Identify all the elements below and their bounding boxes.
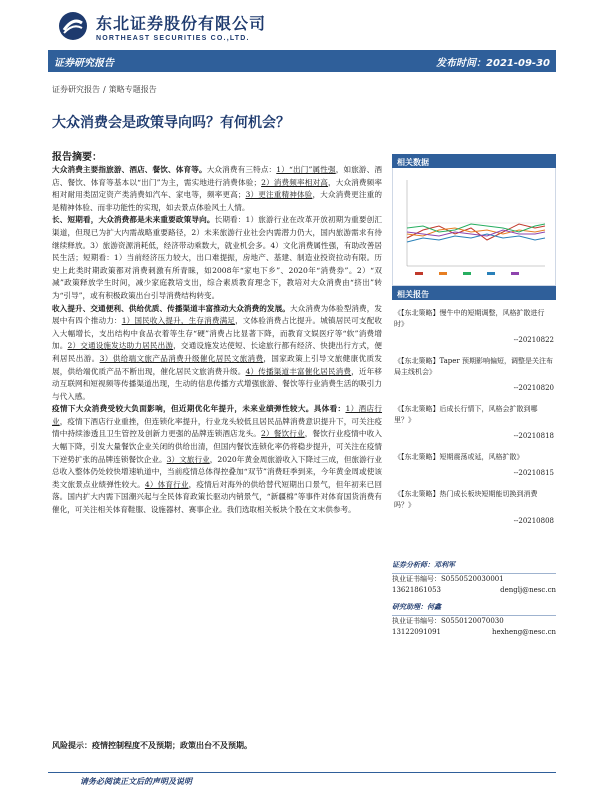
underlined-point: 1）“出门”属性强 bbox=[276, 165, 336, 174]
text-run: 大众消费有三特点： bbox=[206, 165, 277, 174]
cert-number: S0550120070030 bbox=[441, 617, 504, 625]
underlined-point: 2）餐饮行业 bbox=[261, 429, 305, 439]
text-run: ，大众消费更注重的是精神体验、而非功能性的实现，如去景点体验风土人情。 bbox=[52, 190, 382, 212]
chart-legend-swatch bbox=[439, 272, 447, 275]
underlined-point: 3）更注重精神体验 bbox=[245, 190, 313, 200]
analyst-email[interactable]: hexheng@nesc.cn bbox=[491, 628, 556, 636]
underlined-point: 4）传播渠道丰富催化居民消费 bbox=[245, 366, 352, 376]
text-run: ，疫情下酒店行业重挫，但连锁化率提升，行业龙头较低且居民品牌消费意识提升下，可关注疫情中持续渗透且卫生管控及创新力更强的品牌连锁酒店龙头。 bbox=[52, 416, 383, 439]
brand-logo bbox=[58, 10, 266, 42]
text-run: ，2020年黄金周旅游收入下降过三成，但旅游行业总收入整体仍处较快增速轨道中，当前疫情总体得控叠加“双节”消费旺季到来，今年黄金周或使该类文旅景点业绩弹性较大。 bbox=[52, 454, 382, 489]
related-data-heading: 相关数据 bbox=[392, 154, 556, 168]
analyst-phone: 13621861053 bbox=[392, 586, 441, 594]
breadcrumb-separator: / bbox=[103, 85, 106, 94]
analyst-info bbox=[392, 560, 556, 638]
analyst-phone: 13122091091 bbox=[392, 628, 441, 636]
analyst-email[interactable]: denglj@nesc.cn bbox=[500, 586, 556, 594]
report-title[interactable]: 《【东北策略】慢牛中的短期调整，风格扩散进行时》 bbox=[394, 309, 545, 328]
risk-text: 疫情控制程度不及预期；政策出台不及预期。 bbox=[92, 741, 252, 750]
paragraph-lead: 收入提升、交通便利、供给优质、传播渠道丰富推动大众消费的发展。 bbox=[52, 303, 290, 313]
chart-legend-swatch bbox=[415, 272, 423, 275]
risk-warning bbox=[52, 740, 252, 751]
cert-label: 执业证书编号： bbox=[392, 617, 441, 625]
related-reports-heading: 相关报告 bbox=[392, 286, 556, 300]
report-title[interactable]: 《【东北策略】Taper 预期影响偏短，调整是关注布局主线机会》 bbox=[394, 357, 553, 376]
text-run: 大众消费为体验型消费，发展中有四个推动力： bbox=[52, 303, 383, 326]
report-header-bar bbox=[48, 50, 556, 72]
cert-label: 执业证书编号： bbox=[392, 575, 441, 583]
underlined-point: 1）国民收入提升，生存消费满足 bbox=[121, 316, 236, 326]
analyst-name-line bbox=[392, 560, 556, 571]
report-category: 证券研究报告 bbox=[54, 57, 114, 69]
text-run: ，疫情后对海外的供给替代短期出口景气，但年初来已回落。国内扩大内需下国潮兴起与全民体育政策长驱动内销景气，“新疆棉”等事件对体育国货消费有催化，可关注相关体育鞋服、设施器材、赛事企业。我们选取相关板块个股在文末供参考。 bbox=[52, 479, 383, 515]
related-report-item[interactable] bbox=[392, 452, 556, 479]
underlined-point: 4）体育行业 bbox=[144, 479, 189, 489]
cert-number: S0550520030001 bbox=[441, 575, 504, 583]
report-date: --20210808 bbox=[513, 517, 554, 525]
footer-disclaimer: 请务必阅读正文后的声明及说明 bbox=[80, 777, 192, 786]
chart-svg bbox=[393, 168, 555, 284]
report-date: --20210815 bbox=[513, 469, 554, 477]
paragraph-1 bbox=[52, 164, 382, 214]
breadcrumb bbox=[52, 84, 157, 95]
brand-name-cn: 东北证券股份有限公司 bbox=[96, 13, 267, 33]
related-data-panel bbox=[392, 154, 556, 286]
related-data-chart bbox=[392, 168, 556, 286]
analyst-cert bbox=[392, 616, 556, 627]
brand-name-en: NORTHEAST SECURITIES CO.,LTD. bbox=[96, 34, 250, 42]
underlined-point: 2）消费频率相对高 bbox=[261, 177, 328, 187]
paragraph-lead: 长、短期看，大众消费都是未来重要政策导向。 bbox=[52, 215, 215, 225]
text-run: ，如旅游、酒店、餐饮、体育等基本以“出门”为主，需实地进行消费体验； bbox=[52, 165, 382, 187]
underlined-point: 3）文旅行业 bbox=[166, 454, 210, 464]
paragraph-lead: 大众消费主要指旅游、酒店、餐饮、体育等。 bbox=[52, 165, 207, 174]
report-date: --20210818 bbox=[513, 432, 554, 440]
paragraph-2 bbox=[52, 214, 382, 302]
chart-legend-swatch bbox=[463, 272, 471, 275]
report-title[interactable]: 《【东北策略】热门成长板块短期能切换到消费吗？》 bbox=[394, 490, 538, 509]
related-reports-panel bbox=[392, 286, 556, 537]
report-title[interactable]: 《【东北策略】短期震荡或延，风格扩散》 bbox=[394, 453, 524, 461]
chart-legend-swatch bbox=[487, 272, 495, 275]
analyst-name: 邓利军 bbox=[434, 561, 455, 569]
analyst-role: 证券分析师： bbox=[392, 561, 434, 569]
text-run: ，交通设施发达使短、长途旅行都有经济、快捷出行方式，便利居民出游。 bbox=[52, 341, 382, 363]
text-run: ，国家政策上引导文旅健康优质发展，供给端优质产品不断出现，催化居民文旅消费升级。 bbox=[52, 353, 382, 376]
summary-heading: 报告摘要： bbox=[52, 152, 102, 163]
text-run: 长期看：1）旅游行业在改革开放初期为重要创汇渠道，但现已为扩大内需战略重要路径，2）未来旅游行业社会内需潜力仍大，国内旅游需求有待继续释放。3）旅游资源消耗低，经济带动乘数大，就业机会多。4）文化消费属性强，有助改善居民生活；短期看：1）当前经济压力较大，出口难提振，房地产、基建、制造业投资拉动有限。历史上此类时期政策都对消费刺激有所青睐，如2008年“家电下乡”、2020年“消费券”。2）“双减”政策释放学生时间，减少家庭教培支出，综合素质教育理念下，教培对大众消费由“挤出”转为“引导”，或有积极政策出台引导消费结构转变。 bbox=[52, 215, 382, 300]
analyst-name: 何鑫 bbox=[427, 603, 441, 611]
summary-body bbox=[52, 164, 382, 517]
underlined-point: 3）供给端文旅产品消费升级催化居民文旅消费 bbox=[99, 353, 264, 363]
chart-legend-swatch bbox=[511, 272, 519, 275]
report-date: --20210822 bbox=[513, 336, 554, 344]
underlined-point: 2）交通设施发达助力居民出游 bbox=[67, 341, 174, 351]
logo-emblem-icon bbox=[58, 11, 88, 41]
risk-label: 风险提示： bbox=[52, 741, 92, 750]
analyst-cert bbox=[392, 574, 556, 585]
text-run: ，近年移动互联网和短视频等传播渠道出现，生动的信息传播方式增强旅游、餐饮等行业消费生活的吸引力与代入感。 bbox=[52, 366, 382, 401]
underlined-point: 1）酒店行业 bbox=[52, 404, 383, 426]
breadcrumb-item[interactable]: 证券研究报告 bbox=[52, 85, 100, 94]
analyst-contact bbox=[392, 627, 556, 638]
paragraph-lead: 疫情下大众消费受较大负面影响，但近期优化年提升，未来业绩弹性较大。 bbox=[52, 404, 314, 414]
publish-date: 发布时间：2021-09-30 bbox=[436, 57, 550, 69]
analyst-name-line bbox=[392, 602, 556, 613]
related-report-item[interactable] bbox=[392, 489, 556, 527]
related-report-item[interactable] bbox=[392, 308, 556, 346]
report-date: --20210820 bbox=[513, 384, 554, 392]
text-run: ，文体验消费占比提升。城镇居民可支配收入大幅增长，支出结构中食品衣着等生存“硬”消费占比显著下降，而教育文娱医疗等“软”消费增加。 bbox=[52, 316, 383, 351]
report-title[interactable]: 《【东北策略】后成长行情下，风格会扩散到哪里？》 bbox=[394, 405, 538, 424]
related-report-item[interactable] bbox=[392, 356, 556, 394]
analyst-role: 研究助理： bbox=[392, 603, 427, 611]
chart-series-line bbox=[407, 234, 545, 242]
breadcrumb-item[interactable]: 策略专题报告 bbox=[108, 85, 157, 94]
page-title: 大众消费会是政策导向吗？有何机会？ bbox=[52, 115, 290, 131]
text-run: ，餐饮行业疫情中收入大幅下降，引发大量餐饮企业关闭的供给出清，但国内餐饮连锁化率仍将稳步提升，可关注在疫情下逆势扩张的品牌连锁餐饮企业。 bbox=[52, 429, 383, 464]
paragraph-4 bbox=[52, 403, 382, 516]
text-run: ，大众消费频率相对耐用类固定资产类消费如汽车、家电等，频率更高； bbox=[52, 177, 383, 200]
paragraph-3 bbox=[52, 303, 382, 404]
related-report-item[interactable] bbox=[392, 404, 556, 442]
footer-divider bbox=[48, 772, 556, 773]
paragraph-lead: 具体看： bbox=[313, 404, 346, 414]
analyst-contact bbox=[392, 585, 556, 596]
